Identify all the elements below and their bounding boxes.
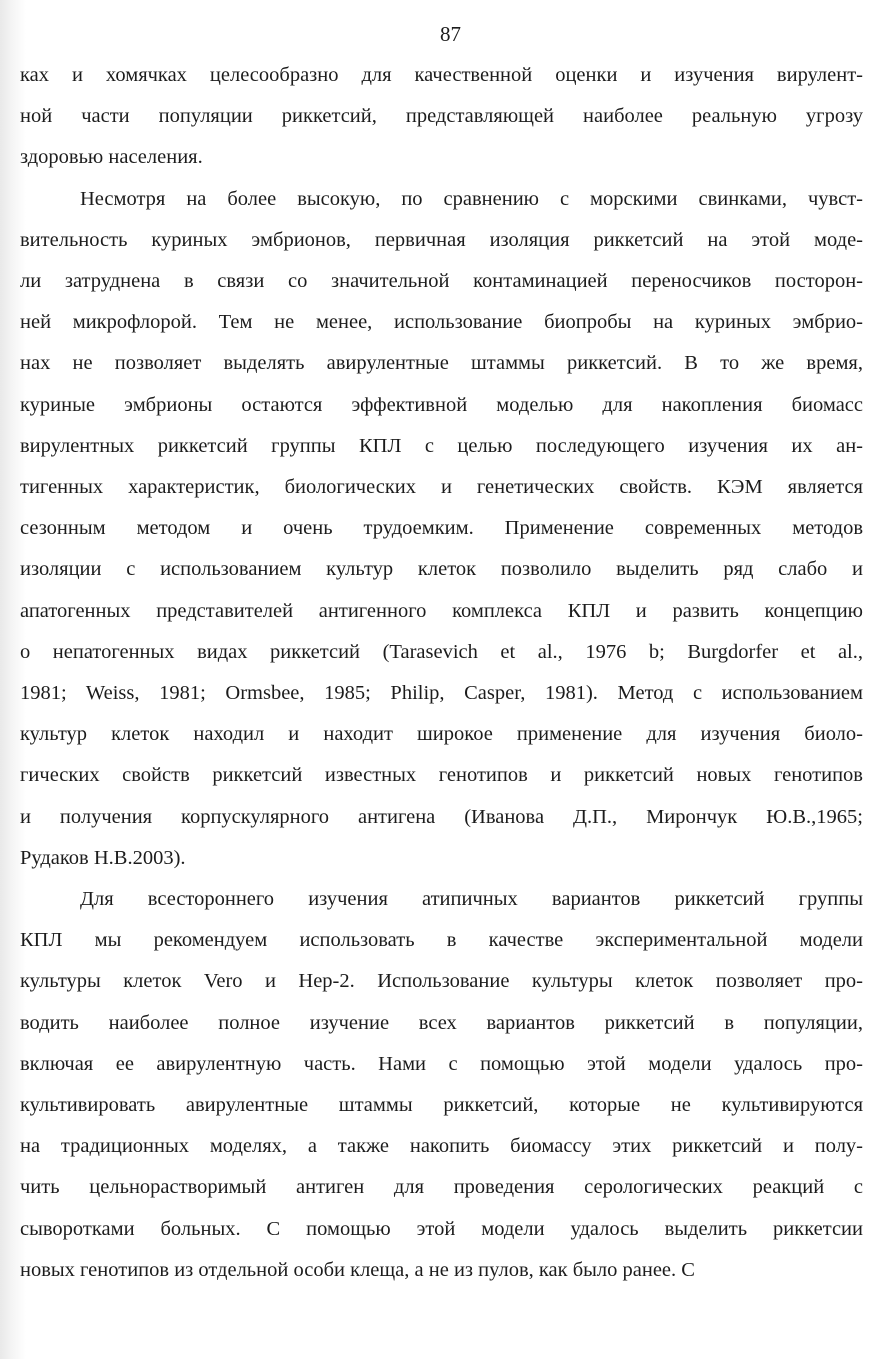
text-line: изоляции с использованием культур клеток позволило выделить ряд слабо и	[20, 558, 863, 581]
text-line: чить цельнорастворимый антиген для проведения серологических реакций с	[20, 1176, 863, 1199]
paragraph	[20, 55, 863, 179]
paragraph	[20, 179, 863, 879]
text-line: Несмотря на более высокую, по сравнению с морскими свинками, чувст-	[80, 187, 863, 210]
body-text	[20, 55, 863, 1291]
text-line: здоровью населения.	[20, 146, 203, 169]
text-line: водить наиболее полное изучение всех вариантов риккетсий в популяции,	[20, 1011, 863, 1034]
text-line: 1981; Weiss, 1981; Ormsbee, 1985; Philip, Casper, 1981). Метод с использованием	[20, 682, 863, 705]
text-line: ной части популяции риккетсий, представляющей наиболее реальную угрозу	[20, 105, 863, 128]
text-line: включая ее авирулентную часть. Нами с помощью этой модели удалось про-	[20, 1052, 863, 1075]
text-line: ней микрофлорой. Тем не менее, использование биопробы на куриных эмбрио-	[20, 311, 863, 334]
text-line: гических свойств риккетсий известных генотипов и риккетсий новых генотипов	[20, 764, 863, 787]
text-line: КПЛ мы рекомендуем использовать в качестве экспериментальной модели	[20, 929, 863, 952]
text-line: Рудаков Н.В.2003).	[20, 846, 186, 869]
text-line: о непатогенных видах риккетсий (Tarasevich et al., 1976 b; Burgdorfer et al.,	[20, 640, 863, 663]
text-line: ли затруднена в связи со значительной контаминацией переносчиков посторон-	[20, 270, 863, 293]
paragraph	[20, 879, 863, 1291]
text-line: новых генотипов из отдельной особи клеща, а не из пулов, как было ранее. С	[20, 1258, 695, 1281]
text-line: тигенных характеристик, биологических и генетических свойств. КЭМ является	[20, 476, 863, 499]
text-line: культивировать авирулентные штаммы риккетсий, которые не культивируются	[20, 1094, 863, 1117]
text-line: ках и хомячках целесообразно для качественной оценки и изучения вирулент-	[20, 64, 863, 86]
text-line: культур клеток находил и находит широкое применение для изучения биоло-	[20, 723, 863, 746]
text-line: вительность куриных эмбрионов, первичная изоляция риккетсий на этой моде-	[20, 228, 863, 251]
document-page	[20, 0, 863, 1291]
text-line: сезонным методом и очень трудоемким. Применение современных методов	[20, 517, 863, 540]
text-line: куриные эмбрионы остаются эффективной моделью для накопления биомасс	[20, 393, 863, 416]
text-line: сыворотками больных. С помощью этой модели удалось выделить риккетсии	[20, 1217, 863, 1240]
text-line: апатогенных представителей антигенного комплекса КПЛ и развить концепцию	[20, 599, 863, 622]
text-line: на традиционных моделях, а также накопить биомассу этих риккетсий и полу-	[20, 1135, 863, 1158]
text-line: культуры клеток Vero и Hep-2. Использование культуры клеток позволяет про-	[20, 970, 863, 993]
text-line: нах не позволяет выделять авирулентные штаммы риккетсий. В то же время,	[20, 352, 863, 375]
text-line: и получения корпускулярного антигена (Иванова Д.П., Мирончук Ю.В.,1965;	[20, 805, 863, 828]
text-line: Для всестороннего изучения атипичных вариантов риккетсий группы	[80, 888, 863, 911]
text-line: вирулентных риккетсий группы КПЛ с целью последующего изучения их ан-	[20, 434, 863, 457]
page-number: 87	[440, 22, 461, 46]
